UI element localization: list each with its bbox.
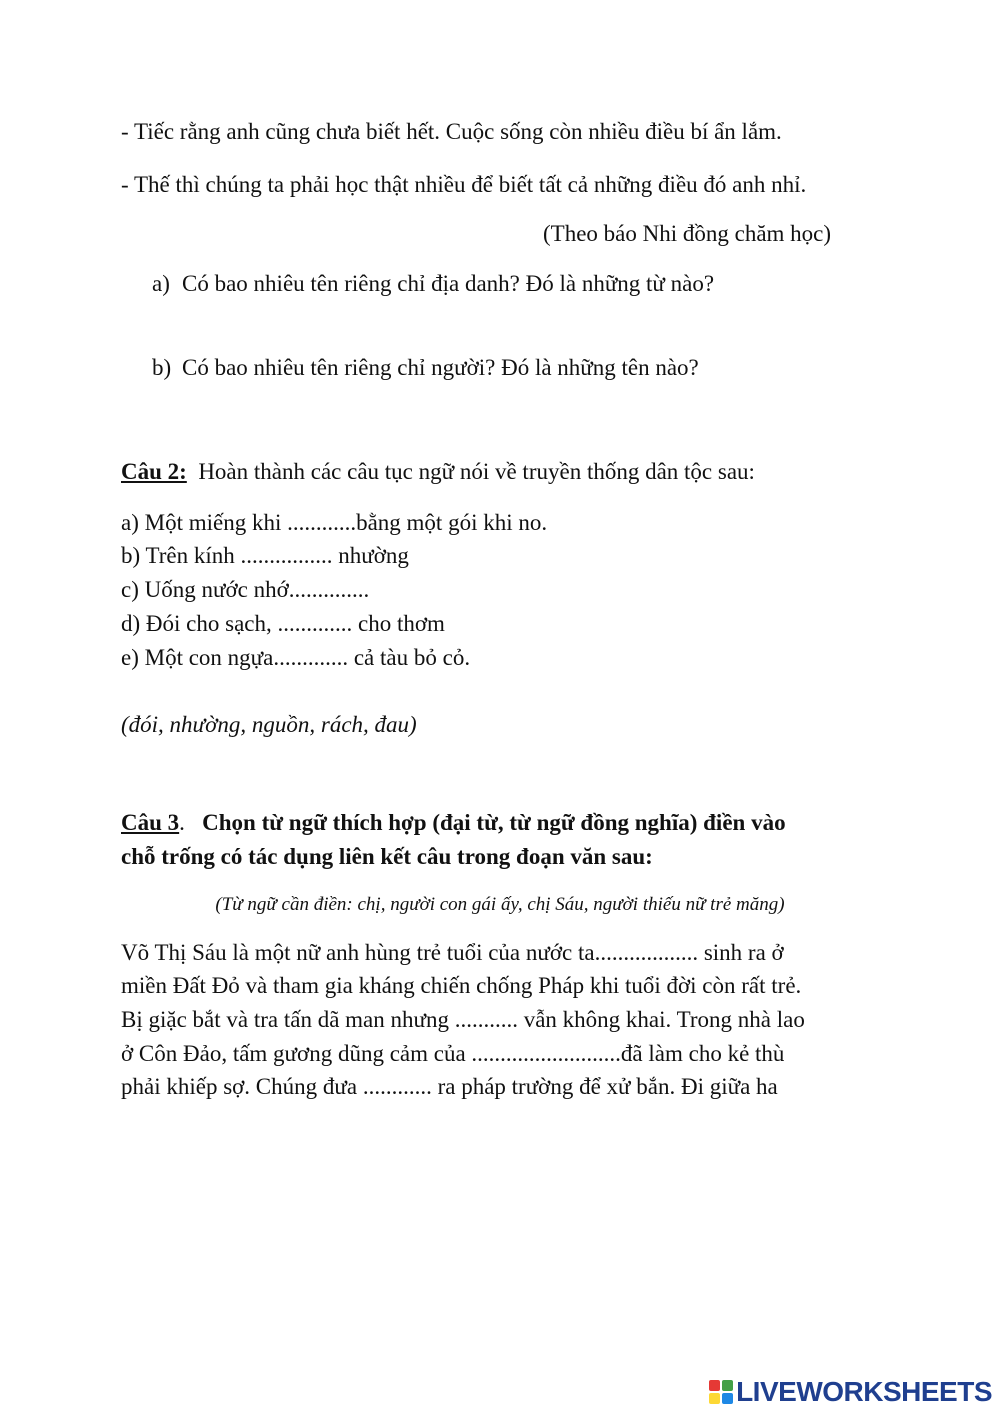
q3-prompt-line-1: Chọn từ ngữ thích hợp (đại từ, từ ngữ đồng nghĩa) điền vào — [202, 810, 786, 835]
dialogue-line-1: - Tiếc rằng anh cũng chưa biết hết. Cuộc sống còn nhiều điều bí ẩn lắm. — [121, 119, 782, 144]
q3-label: Câu 3 — [121, 810, 180, 835]
q3-passage-line-2: miền Đất Đỏ và tham gia kháng chiến chống Pháp khi tuổi đời còn rất trẻ. — [121, 973, 802, 998]
q3-hint: (Từ ngữ cần điền: chị, người con gái ấy, chị Sáu, người thiếu nữ trẻ măng) — [215, 894, 785, 915]
q2-word-bank: (đói, nhường, nguồn, rách, đau) — [121, 712, 417, 737]
q3-passage-line-1: Võ Thị Sáu là một nữ anh hùng trẻ tuổi của nước ta.................. sinh ra ở — [121, 940, 784, 965]
q2-prompt: Hoàn thành các câu tục ngữ nói về truyền thống dân tộc sau: — [198, 459, 755, 484]
liveworksheets-logo-icon — [709, 1380, 733, 1404]
q3-label-dot: . — [179, 810, 185, 835]
q1-item-a-mark: a) — [152, 271, 170, 296]
q1-item-b-text: Có bao nhiêu tên riêng chỉ người? Đó là những tên nào? — [182, 355, 699, 380]
q3-passage-line-3: Bị giặc bắt và tra tấn dã man nhưng ........... vẫn không khai. Trong nhà lao — [121, 1007, 805, 1032]
q2-item-a: a) Một miếng khi ............bằng một gói khi no. — [121, 510, 548, 535]
q2-item-b: b) Trên kính ................ nhường — [121, 543, 409, 568]
q2-label: Câu 2: — [121, 459, 187, 484]
liveworksheets-logo-text: LIVEWORKSHEETS — [736, 1376, 992, 1407]
logo-square-green — [722, 1380, 733, 1391]
q2-item-e: e) Một con ngựa............. cả tàu bỏ cỏ. — [121, 645, 471, 670]
q3-heading-line-1 — [121, 810, 786, 836]
q3-passage-line-4: ở Côn Đảo, tấm gương dũng cảm của ..........................đã làm cho kẻ thù — [121, 1041, 785, 1066]
q2-item-d: d) Đói cho sạch, ............. cho thơm — [121, 611, 445, 636]
q1-item-b — [152, 355, 699, 381]
logo-square-yellow — [709, 1393, 720, 1404]
dialogue-line-2: - Thế thì chúng ta phải học thật nhiều để biết tất cả những điều đó anh nhỉ. — [121, 172, 807, 197]
q3-passage-line-5: phải khiếp sợ. Chúng đưa ............ ra pháp trường để xử bắn. Đi giữa ha — [121, 1074, 778, 1099]
q1-item-b-mark: b) — [152, 355, 172, 380]
source-citation: (Theo báo Nhi đồng chăm học) — [543, 221, 832, 246]
q2-heading — [121, 459, 755, 485]
q1-item-a — [152, 271, 714, 297]
logo-square-red — [709, 1380, 720, 1391]
logo-square-blue — [722, 1393, 733, 1404]
liveworksheets-logo[interactable] — [709, 1378, 992, 1406]
q1-item-a-text: Có bao nhiêu tên riêng chỉ địa danh? Đó là những từ nào? — [182, 271, 715, 296]
q2-item-c: c) Uống nước nhớ.............. — [121, 577, 370, 602]
q3-prompt-line-2: chỗ trống có tác dụng liên kết câu trong đoạn văn sau: — [121, 844, 653, 869]
